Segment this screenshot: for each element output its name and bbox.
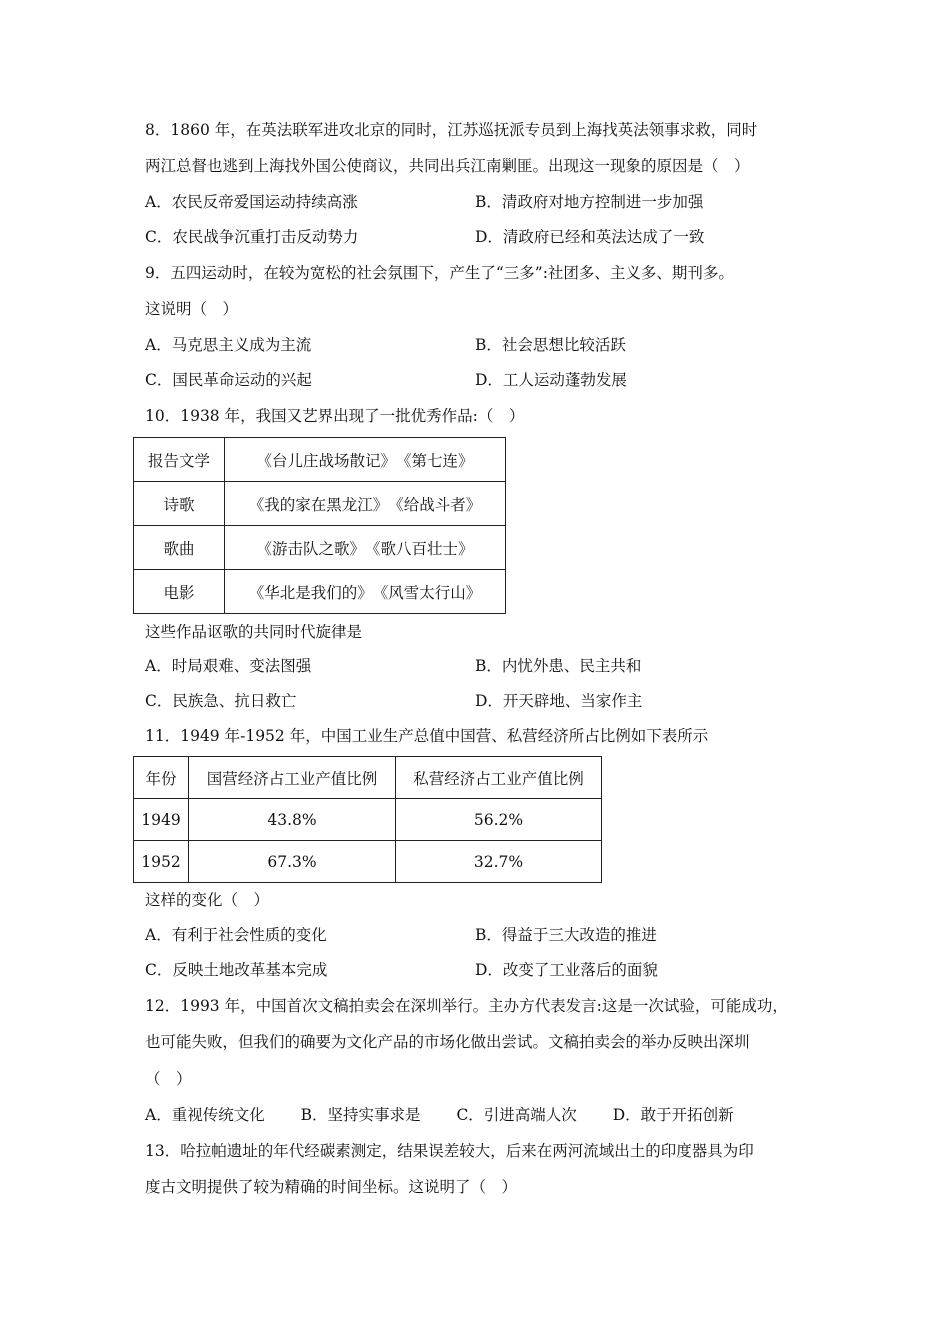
header-state-owned: 国营经济占工业产值比例 bbox=[189, 757, 396, 799]
q10-option-c[interactable]: C．民族急、抗日救亡 bbox=[145, 692, 297, 710]
q9-stem-line1: 9．五四运动时，在较为宽松的社会氛围下，产生了“三多”:社团多、主义多、期刊多。 bbox=[145, 264, 734, 282]
q8-stem-line1: 8．1860 年，在英法联军进攻北京的同时，江苏巡抚派专员到上海找英法领事求救，同时 bbox=[145, 121, 758, 139]
genre-cell: 诗歌 bbox=[134, 482, 225, 526]
q12-options[interactable]: A．重视传统文化 B．坚持实事求是 C．引进高端人次 D．敢于开拓创新 bbox=[145, 1106, 734, 1124]
private-cell: 56.2% bbox=[396, 799, 602, 841]
q11-economy-table bbox=[133, 756, 602, 883]
state-owned-cell: 67.3% bbox=[189, 841, 396, 883]
q9-stem-line2: 这说明（ ） bbox=[145, 300, 239, 318]
table-row bbox=[134, 841, 602, 883]
q12-stem-line1: 12．1993 年，中国首次文稿拍卖会在深圳举行。主办方代表发言:这是一次试验，可能成功， bbox=[145, 997, 788, 1015]
table-header-row bbox=[134, 757, 602, 799]
q8-option-b[interactable]: B．清政府对地方控制进一步加强 bbox=[475, 193, 704, 211]
q10-option-a[interactable]: A．时局艰难、变法图强 bbox=[145, 657, 312, 675]
q11-stem-line1: 11．1949 年-1952 年，中国工业生产总值中国营、私营经济所占比例如下表所示 bbox=[145, 727, 709, 745]
genre-cell: 歌曲 bbox=[134, 526, 225, 570]
works-cell: 《华北是我们的》 《风雪太行山》 bbox=[225, 570, 506, 614]
private-cell: 32.7% bbox=[396, 841, 602, 883]
q13-stem-line2: 度古文明提供了较为精确的时间坐标。这说明了（ ） bbox=[145, 1178, 518, 1196]
q9-option-c[interactable]: C．国民革命运动的兴起 bbox=[145, 371, 312, 389]
q11-option-a[interactable]: A．有利于社会性质的变化 bbox=[145, 926, 327, 944]
year-cell: 1949 bbox=[134, 799, 189, 841]
q12-stem-line3: （ ） bbox=[145, 1070, 192, 1088]
table-row bbox=[134, 570, 506, 614]
q10-works-table bbox=[133, 437, 506, 614]
year-cell: 1952 bbox=[134, 841, 189, 883]
table-row bbox=[134, 526, 506, 570]
q12-stem-line2: 也可能失败，但我们的确要为文化产品的市场化做出尝试。文稿拍卖会的举办反映出深圳 bbox=[145, 1033, 750, 1051]
q10-option-d[interactable]: D．开天辟地、当家作主 bbox=[475, 692, 643, 710]
q11-option-c[interactable]: C．反映土地改革基本完成 bbox=[145, 961, 328, 979]
header-year: 年份 bbox=[134, 757, 189, 799]
works-cell: 《游击队之歌》 《歌八百壮士》 bbox=[225, 526, 506, 570]
header-private: 私营经济占工业产值比例 bbox=[396, 757, 602, 799]
works-cell: 《我的家在黑龙江》 《给战斗者》 bbox=[225, 482, 506, 526]
state-owned-cell: 43.8% bbox=[189, 799, 396, 841]
q10-stem-line1: 10．1938 年，我国又艺界出现了一批优秀作品:（ ） bbox=[145, 407, 525, 425]
q8-option-d[interactable]: D．清政府已经和英法达成了一致 bbox=[475, 228, 705, 246]
q8-option-c[interactable]: C．农民战争沉重打击反动势力 bbox=[145, 228, 359, 246]
works-cell: 《台儿庄战场散记》 《第七连》 bbox=[225, 438, 506, 482]
q9-option-d[interactable]: D．工人运动蓬勃发展 bbox=[475, 371, 627, 389]
q10-stem-line2: 这些作品讴歌的共同时代旋律是 bbox=[145, 623, 363, 641]
q11-option-d[interactable]: D．改变了工业落后的面貌 bbox=[475, 961, 658, 979]
q13-stem-line1: 13．哈拉帕遗址的年代经碳素测定，结果误差较大，后来在两河流域出土的印度器具为印 bbox=[145, 1142, 754, 1160]
q8-option-a[interactable]: A．农民反帝爱国运动持续高涨 bbox=[145, 193, 358, 211]
q10-option-b[interactable]: B．内忧外患、民主共和 bbox=[475, 657, 642, 675]
q8-stem-line2: 两江总督也逃到上海找外国公使商议，共同出兵江南剿匪。出现这一现象的原因是（ ） bbox=[145, 157, 750, 175]
q9-option-a[interactable]: A．马克思主义成为主流 bbox=[145, 336, 312, 354]
q9-option-b[interactable]: B．社会思想比较活跃 bbox=[475, 336, 626, 354]
table-row bbox=[134, 799, 602, 841]
q11-stem-line2: 这样的变化（ ） bbox=[145, 891, 270, 909]
q11-option-b[interactable]: B．得益于三大改造的推进 bbox=[475, 926, 657, 944]
genre-cell: 报告文学 bbox=[134, 438, 225, 482]
table-row bbox=[134, 482, 506, 526]
table-row bbox=[134, 438, 506, 482]
genre-cell: 电影 bbox=[134, 570, 225, 614]
